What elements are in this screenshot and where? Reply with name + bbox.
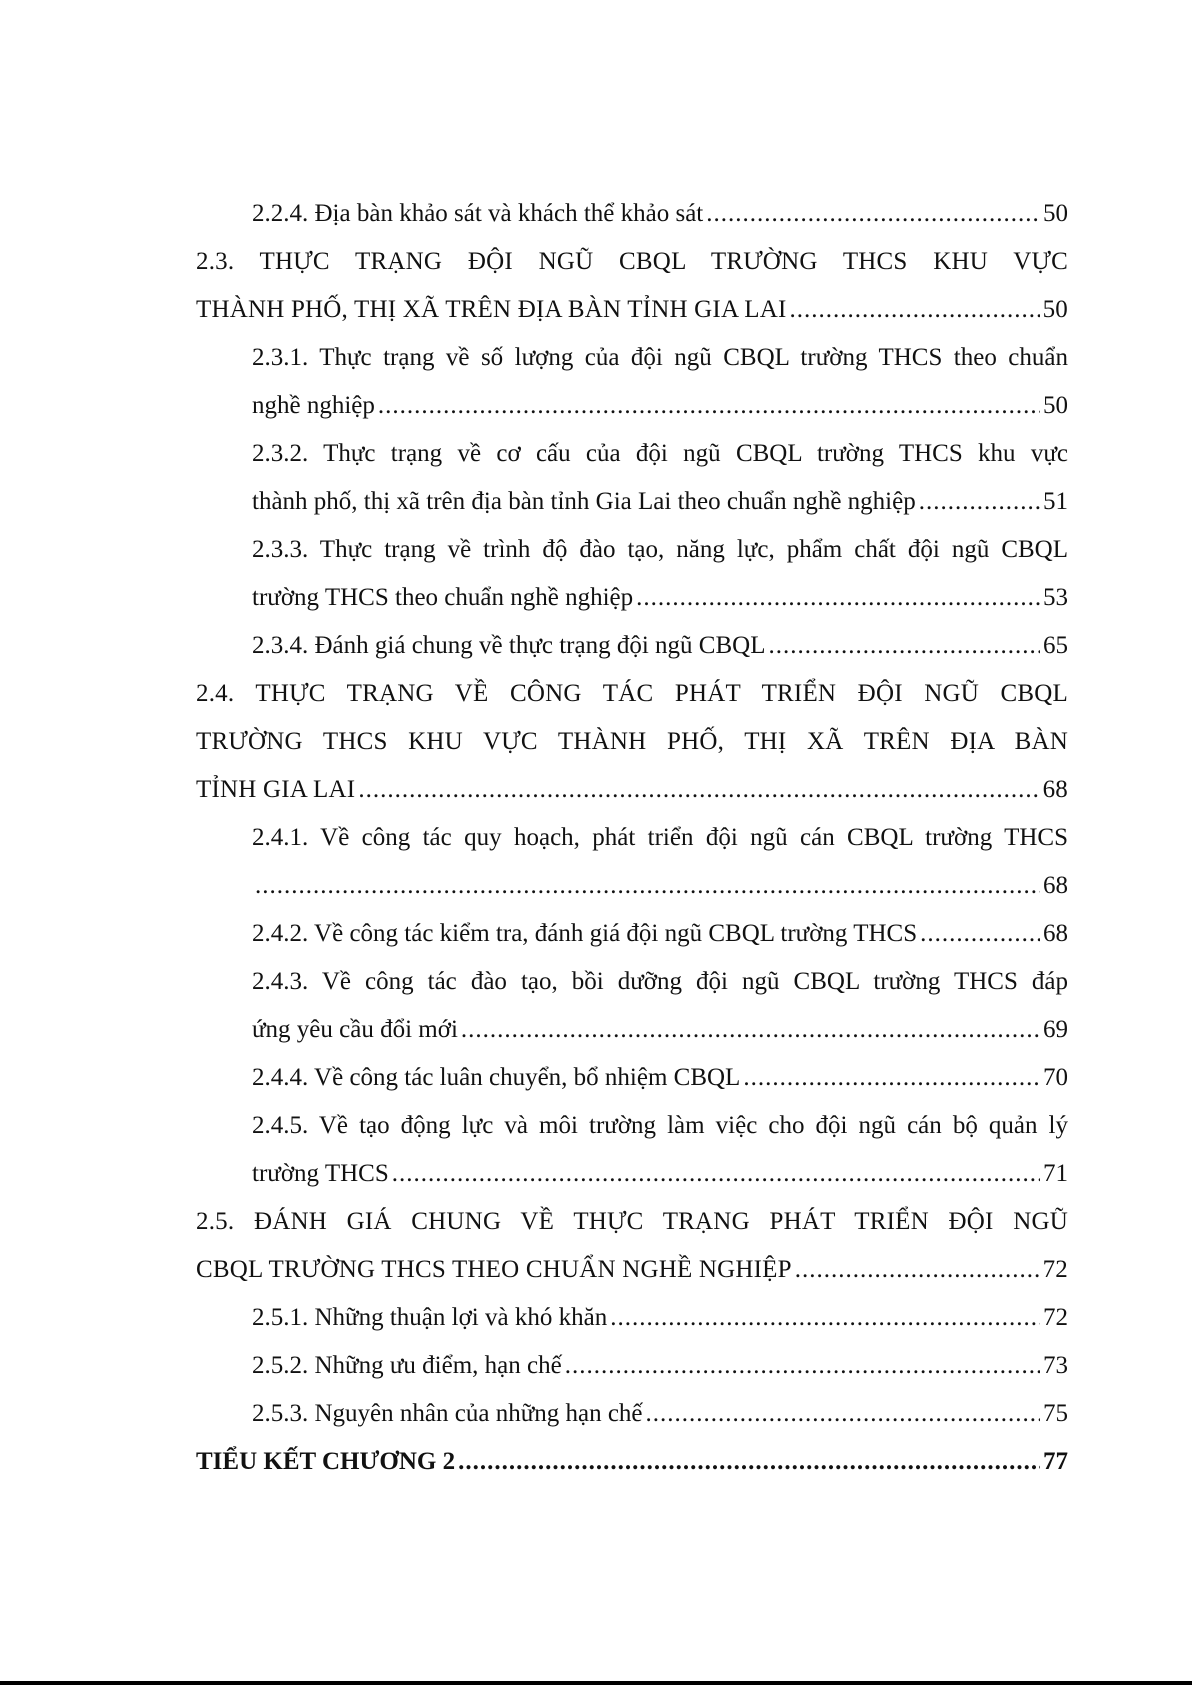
toc-entry-text: 2.5.2. Những ưu điểm, hạn chế	[252, 1352, 562, 1379]
dot-leader	[706, 190, 1040, 238]
toc-entry-2-4-4[interactable]	[196, 1054, 1068, 1102]
toc-entry-2-4-2[interactable]	[196, 910, 1068, 958]
toc-entry-text-cont: THÀNH PHỐ, THỊ XÃ TRÊN ĐỊA BÀN TỈNH GIA LAI	[196, 296, 787, 323]
toc-entry-2-4[interactable]	[196, 670, 1068, 814]
table-of-contents	[196, 190, 1068, 1486]
toc-entry-2-5-3[interactable]	[196, 1390, 1068, 1438]
toc-entry-text: 2.3.1. Thực trạng về số lượng của đội ngũ CBQL trường THCS theo chuẩn	[252, 344, 1068, 371]
toc-entry-text: 2.3.2. Thực trạng về cơ cấu của đội ngũ CBQL trường THCS khu vực	[252, 440, 1068, 467]
toc-entry-text: 2.4.1. Về công tác quy hoạch, phát triển đội ngũ cán CBQL trường THCS	[252, 824, 1068, 851]
dot-leader	[919, 478, 1040, 526]
dot-leader	[646, 1390, 1040, 1438]
toc-entry-text: 2.2.4. Địa bàn khảo sát và khách thể khảo sát	[252, 200, 704, 227]
toc-entry-text-cont: TỈNH GIA LAI	[196, 776, 356, 803]
toc-entry-text: 2.3.4. Đánh giá chung về thực trạng đội ngũ CBQL	[252, 632, 766, 659]
toc-entry-2-3-4[interactable]	[196, 622, 1068, 670]
toc-entry-text: 2.3. THỰC TRẠNG ĐỘI NGŨ CBQL TRƯỜNG THCS KHU VỰC	[196, 248, 1068, 275]
toc-page-number: 50	[1042, 296, 1068, 323]
toc-page-number: 75	[1043, 1400, 1068, 1427]
toc-page-number: 72	[1043, 1304, 1068, 1331]
toc-entry-text-cont: TRƯỜNG THCS KHU VỰC THÀNH PHỐ, THỊ XÃ TRÊN ĐỊA BÀN	[196, 728, 1068, 755]
toc-entry-text: 2.5.3. Nguyên nhân của những hạn chế	[252, 1400, 643, 1427]
toc-entry-2-3-1[interactable]	[196, 334, 1068, 430]
dot-leader	[392, 1150, 1040, 1198]
toc-entry-text: 2.5. ĐÁNH GIÁ CHUNG VỀ THỰC TRẠNG PHÁT TRIỂN ĐỘI NGŨ	[196, 1208, 1068, 1235]
dot-leader	[610, 1294, 1040, 1342]
page-bottom-edge	[0, 1681, 1192, 1685]
toc-entry-text: 2.4. THỰC TRẠNG VỀ CÔNG TÁC PHÁT TRIỂN ĐỘI NGŨ CBQL	[196, 680, 1068, 707]
dot-leader	[768, 622, 1040, 670]
toc-page-number: 77	[1043, 1448, 1068, 1475]
toc-entry-text: 2.3.3. Thực trạng về trình độ đào tạo, năng lực, phẩm chất đội ngũ CBQL	[252, 536, 1068, 563]
dot-leader	[790, 286, 1040, 334]
toc-page-number: 50	[1043, 200, 1068, 227]
toc-entry-text-cont: thành phố, thị xã trên địa bàn tỉnh Gia Lai theo chuẩn nghề nghiệp	[252, 488, 916, 515]
toc-page-number: 72	[1042, 1256, 1068, 1283]
toc-entry-text: 2.4.5. Về tạo động lực và môi trường làm việc cho đội ngũ cán bộ quản lý	[252, 1112, 1068, 1139]
toc-entry-2-5-2[interactable]	[196, 1342, 1068, 1390]
toc-entry-text-cont: CBQL TRƯỜNG THCS THEO CHUẨN NGHỀ NGHIỆP	[196, 1256, 792, 1283]
toc-page-number: 68	[1042, 776, 1068, 803]
dot-leader	[565, 1342, 1040, 1390]
toc-page-number: 51	[1043, 488, 1068, 515]
toc-entry-2-3-3[interactable]	[196, 526, 1068, 622]
toc-entry-2-3-2[interactable]	[196, 430, 1068, 526]
toc-page-number: 68	[1043, 920, 1068, 947]
toc-entry-2-5-1[interactable]	[196, 1294, 1068, 1342]
dot-leader	[636, 574, 1040, 622]
dot-leader	[743, 1054, 1040, 1102]
toc-entry-text: 2.5.1. Những thuận lợi và khó khăn	[252, 1304, 608, 1331]
toc-page-number: 73	[1043, 1352, 1068, 1379]
toc-page-number: 70	[1043, 1064, 1068, 1091]
toc-page-number: 53	[1043, 584, 1068, 611]
dot-leader	[378, 382, 1040, 430]
dot-leader	[795, 1246, 1040, 1294]
dot-leader	[255, 862, 1040, 910]
toc-entry-2-4-1[interactable]	[196, 814, 1068, 910]
toc-entry-text: 2.4.3. Về công tác đào tạo, bồi dưỡng đội ngũ CBQL trường THCS đáp	[252, 968, 1068, 995]
toc-entry-2-2-4[interactable]	[196, 190, 1068, 238]
toc-entry-2-5[interactable]	[196, 1198, 1068, 1294]
dot-leader	[458, 1438, 1040, 1486]
toc-page-number: 69	[1043, 1016, 1068, 1043]
toc-page-number: 68	[1043, 872, 1068, 899]
toc-entry-text: 2.4.4. Về công tác luân chuyển, bổ nhiệm CBQL	[252, 1064, 741, 1091]
dot-leader	[358, 766, 1039, 814]
toc-entry-text-cont: trường THCS theo chuẩn nghề nghiệp	[252, 584, 634, 611]
toc-entry-chapter-summary[interactable]	[196, 1438, 1068, 1486]
toc-entry-2-4-3[interactable]	[196, 958, 1068, 1054]
toc-entry-2-4-5[interactable]	[196, 1102, 1068, 1198]
toc-page-number: 65	[1043, 632, 1068, 659]
toc-entry-text-cont: nghề nghiệp	[252, 392, 375, 419]
toc-entry-text: 2.4.2. Về công tác kiểm tra, đánh giá đội ngũ CBQL trường THCS	[252, 920, 918, 947]
dot-leader	[920, 910, 1040, 958]
toc-page-number: 50	[1043, 392, 1068, 419]
toc-entry-text-cont: trường THCS	[252, 1160, 389, 1187]
toc-page-number: 71	[1043, 1160, 1068, 1187]
toc-entry-text-cont: ứng yêu cầu đổi mới	[252, 1016, 458, 1043]
toc-entry-text: TIỂU KẾT CHƯƠNG 2	[196, 1448, 456, 1475]
dot-leader	[461, 1006, 1040, 1054]
toc-entry-2-3[interactable]	[196, 238, 1068, 334]
